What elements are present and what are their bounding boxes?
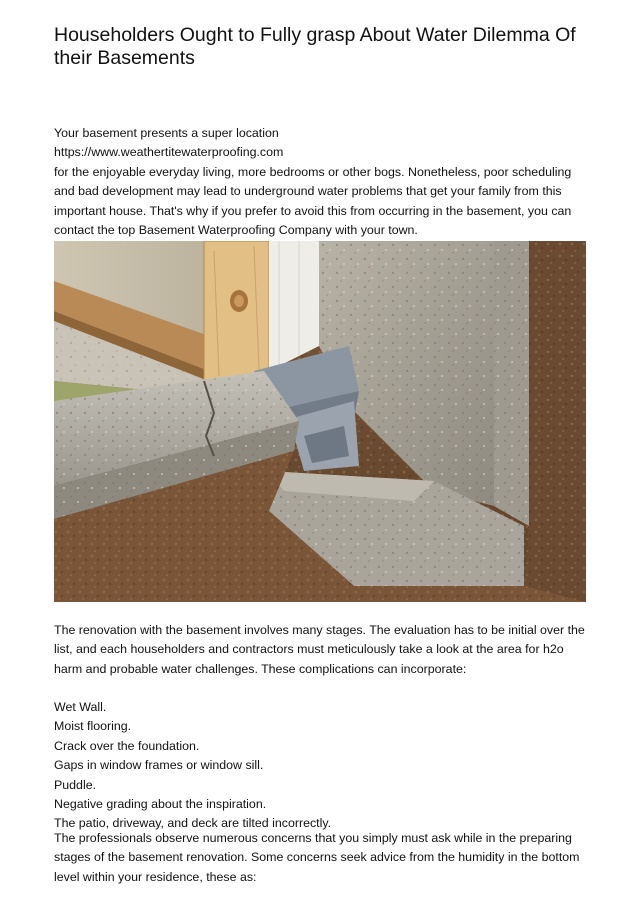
intro-link[interactable]: https://www.weathertitewaterproofing.com [54,145,284,160]
intro-body: for the enjoyable everyday living, more bedrooms or other bogs. Nonetheless, poor scheduling and bad development may lead to underground water problems that get your family from this important house. That's why if you prefer to avoid this from occurring in the basement, you can contact the top Basement Waterproofing Company with your town. [54,164,572,238]
basement-waterproofing-photo [54,241,586,602]
list-item: The patio, driveway, and deck are tilted incorrectly. [54,816,332,831]
list-item: Crack over the foundation. [54,738,200,753]
problems-list [54,698,594,834]
list-item: Wet Wall. [54,700,107,714]
intro-first-line: Your basement presents a super location [54,126,279,140]
page-title: Householders Ought to Fully grasp About Water Dilemma Of their Basements [54,24,576,69]
list-item: Gaps in window frames or window sill. [54,758,264,773]
list-item: Moist flooring. [54,719,132,734]
list-item: Puddle. [54,777,97,792]
evaluation-paragraph: The renovation with the basement involves many stages. The evaluation has to be initial over the list, and each householders and contractors must meticulously take a look at the area for h2o harm and probable water challenges. These complications can incorporate: [54,623,585,676]
intro-paragraph [54,124,594,240]
list-item: Negative grading about the inspiration. [54,797,267,812]
concerns-paragraph: The professionals observe numerous concerns that you simply must ask while in the preparing stages of the basement renovation. Some concerns seek advice from the humidity in the bottom level within your residence, these as: [54,831,580,884]
